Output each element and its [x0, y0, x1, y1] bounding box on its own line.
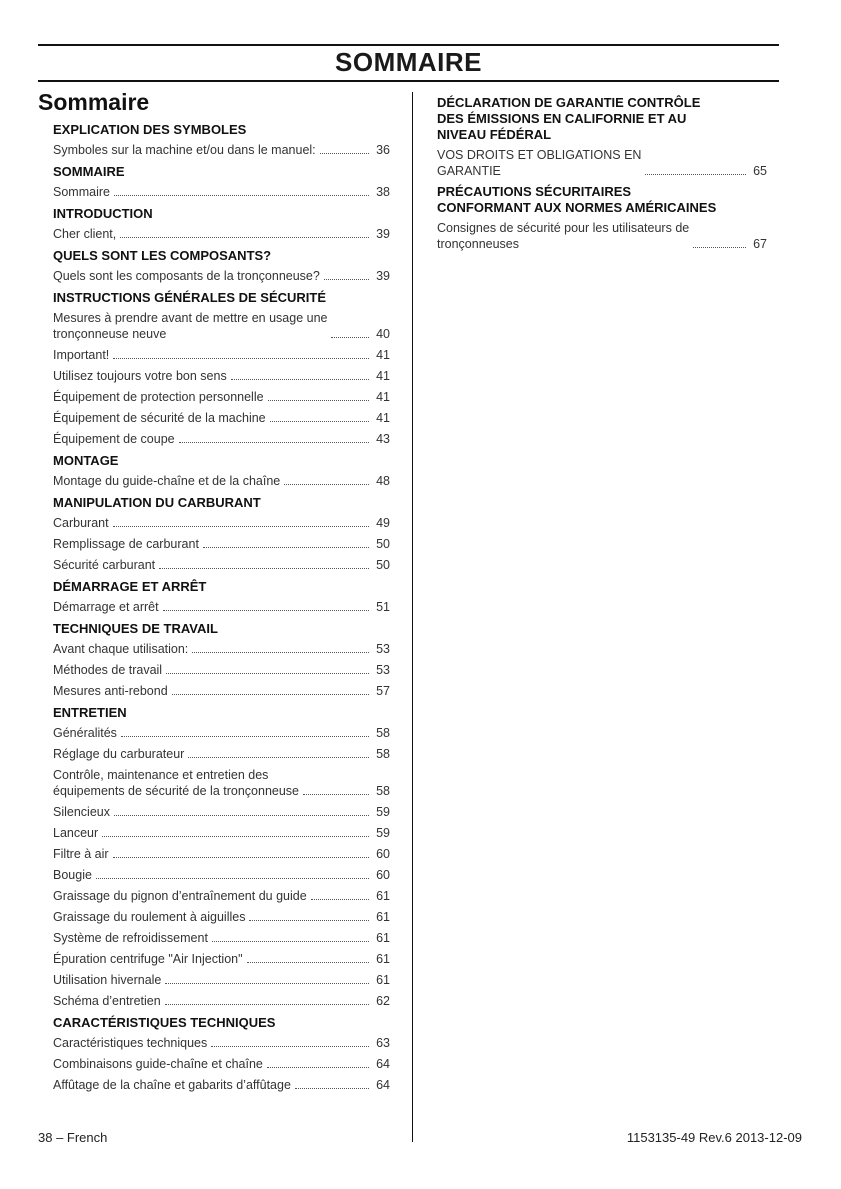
- toc-entry[interactable]: [437, 217, 767, 254]
- toc-entry-title: Réglage du carburateur: [53, 746, 185, 761]
- toc-entry[interactable]: [53, 1053, 390, 1074]
- toc-dot-leader: [645, 174, 746, 175]
- toc-dot-leader: [121, 736, 369, 737]
- toc-page-number: 60: [376, 846, 390, 861]
- toc-dot-leader: [96, 878, 369, 879]
- toc-section-heading: DÉMARRAGE ET ARRÊT: [53, 579, 207, 594]
- column-divider: [412, 92, 413, 1142]
- toc-entry[interactable]: [53, 512, 390, 533]
- toc-entry-title: Graissage du roulement à aiguilles: [53, 909, 246, 924]
- toc-entry-title: Remplissage de carburant: [53, 536, 199, 551]
- toc-page-number: 63: [376, 1035, 390, 1050]
- toc-entry-title: Montage du guide-chaîne et de la chaîne: [53, 473, 281, 488]
- toc-page-number: 59: [376, 804, 390, 819]
- toc-page-number: 49: [376, 515, 390, 530]
- toc-entry[interactable]: [53, 680, 390, 701]
- toc-section-heading: INTRODUCTION: [53, 206, 153, 221]
- toc-entry[interactable]: [53, 596, 390, 617]
- toc-page-number: 58: [376, 783, 390, 798]
- header-bottom-rule: [38, 80, 779, 82]
- toc-entry-title: Consignes de sécurité pour les utilisateurs de tronçonneuses: [437, 220, 690, 251]
- toc-dot-leader: [114, 195, 369, 196]
- toc-entry-title: Généralités: [53, 725, 117, 740]
- toc-entry[interactable]: [53, 864, 390, 885]
- toc-dot-leader: [159, 568, 369, 569]
- toc-section-heading: MONTAGE: [53, 453, 119, 468]
- toc-entry[interactable]: [53, 801, 390, 822]
- toc-entry-title: Équipement de sécurité de la machine: [53, 410, 266, 425]
- toc-dot-leader: [172, 694, 369, 695]
- toc-entry[interactable]: [53, 428, 390, 449]
- toc-page-number: 43: [376, 431, 390, 446]
- toc-entry[interactable]: [53, 1074, 390, 1095]
- toc-section-heading: QUELS SONT LES COMPOSANTS?: [53, 248, 272, 263]
- toc-entry[interactable]: [53, 533, 390, 554]
- toc-entry[interactable]: [53, 407, 390, 428]
- toc-entry[interactable]: [53, 843, 390, 864]
- toc-entry[interactable]: [53, 822, 390, 843]
- toc-page-number: 36: [376, 142, 390, 157]
- toc-entry-title: Combinaisons guide-chaîne et chaîne: [53, 1056, 263, 1071]
- toc-page-number: 38: [376, 184, 390, 199]
- toc-entry-title: Avant chaque utilisation:: [53, 641, 189, 656]
- toc-dot-leader: [192, 652, 369, 653]
- toc-dot-leader: [113, 857, 369, 858]
- toc-entry[interactable]: [53, 554, 390, 575]
- toc-entry[interactable]: [53, 764, 390, 801]
- toc-page-number: 61: [376, 888, 390, 903]
- toc-entry-title: Quels sont les composants de la tronçonneuse?: [53, 268, 320, 283]
- toc-page-number: 60: [376, 867, 390, 882]
- toc-page-number: 48: [376, 473, 390, 488]
- toc-page-number: 53: [376, 662, 390, 677]
- toc-entry-title: Symboles sur la machine et/ou dans le manuel:: [53, 142, 316, 157]
- toc-dot-leader: [188, 757, 369, 758]
- toc-page-number: 67: [753, 236, 767, 251]
- toc-entry[interactable]: [53, 969, 390, 990]
- toc-section-heading: SOMMAIRE: [53, 164, 125, 179]
- toc-page-number: 53: [376, 641, 390, 656]
- toc-page-number: 61: [376, 930, 390, 945]
- toc-entry-title: VOS DROITS ET OBLIGATIONS EN GARANTIE: [437, 147, 642, 178]
- toc-dot-leader: [120, 237, 369, 238]
- toc-entry[interactable]: [53, 181, 390, 202]
- toc-entry[interactable]: [53, 638, 390, 659]
- toc-entry[interactable]: [53, 659, 390, 680]
- toc-right-column: [437, 92, 767, 254]
- toc-entry[interactable]: [53, 386, 390, 407]
- toc-entry-title: Utilisez toujours votre bon sens: [53, 368, 227, 383]
- toc-entry-title: Caractéristiques techniques: [53, 1035, 208, 1050]
- toc-entry[interactable]: [53, 470, 390, 491]
- toc-dot-leader: [211, 1046, 369, 1047]
- toc-entry-title: Équipement de coupe: [53, 431, 175, 446]
- toc-entry-title: Contrôle, maintenance et entretien des équipements de sécurité de la tronçonneuse: [53, 767, 299, 798]
- toc-section-list: [437, 92, 767, 254]
- toc-section-heading: PRÉCAUTIONS SÉCURITAIRES CONFORMANT AUX NORMES AMÉRICAINES: [437, 184, 717, 215]
- toc-entry[interactable]: [53, 223, 390, 244]
- toc-dot-leader: [165, 1004, 369, 1005]
- toc-page-number: 41: [376, 347, 390, 362]
- toc-dot-leader: [165, 983, 369, 984]
- toc-entry-title: Méthodes de travail: [53, 662, 163, 677]
- footer-doc-reference: 1153135-49 Rev.6 2013-12-09: [626, 1130, 802, 1145]
- toc-dot-leader: [113, 526, 369, 527]
- toc-entry-title: Système de refroidissement: [53, 930, 208, 945]
- toc-dot-leader: [231, 379, 369, 380]
- toc-section-heading: INSTRUCTIONS GÉNÉRALES DE SÉCURITÉ: [53, 290, 327, 305]
- toc-page-number: 57: [376, 683, 390, 698]
- toc-dot-leader: [267, 1067, 369, 1068]
- toc-section-list: [38, 118, 390, 1095]
- toc-section-heading: ENTRETIEN: [53, 705, 127, 720]
- toc-dot-leader: [268, 400, 369, 401]
- header-top-rule: [38, 44, 779, 46]
- toc-entry[interactable]: [53, 948, 390, 969]
- toc-section-heading: MANIPULATION DU CARBURANT: [53, 495, 261, 510]
- toc-dot-leader: [284, 484, 369, 485]
- toc-dot-leader: [212, 941, 369, 942]
- toc-entry-title: Filtre à air: [53, 846, 109, 861]
- toc-entry[interactable]: [53, 906, 390, 927]
- footer-page-label: 38 – French: [38, 1130, 108, 1145]
- toc-section-heading: TECHNIQUES DE TRAVAIL: [53, 621, 218, 636]
- toc-page-number: 50: [376, 536, 390, 551]
- toc-dot-leader: [311, 899, 369, 900]
- toc-dot-leader: [179, 442, 369, 443]
- toc-page-number: 41: [376, 368, 390, 383]
- toc-page-number: 59: [376, 825, 390, 840]
- toc-entry-title: Mesures anti-rebond: [53, 683, 168, 698]
- toc-entry-title: Épuration centrifuge "Air Injection": [53, 951, 243, 966]
- toc-entry[interactable]: [53, 722, 390, 743]
- toc-entry[interactable]: [53, 1032, 390, 1053]
- page-title: Sommaire: [38, 89, 150, 115]
- toc-page-number: 64: [376, 1077, 390, 1092]
- toc-entry[interactable]: [53, 365, 390, 386]
- toc-dot-leader: [295, 1088, 369, 1089]
- toc-entry-title: Mesures à prendre avant de mettre en usage une tronçonneuse neuve: [53, 310, 328, 341]
- toc-page-number: 58: [376, 725, 390, 740]
- toc-dot-leader: [166, 673, 369, 674]
- toc-dot-leader: [203, 547, 369, 548]
- toc-entry-title: Graissage du pignon d’entraînement du guide: [53, 888, 307, 903]
- toc-entry-title: Lanceur: [53, 825, 99, 840]
- toc-entry-title: Démarrage et arrêt: [53, 599, 159, 614]
- toc-dot-leader: [320, 153, 369, 154]
- toc-entry-title: Affûtage de la chaîne et gabarits d’affûtage: [53, 1077, 291, 1092]
- toc-entry-title: Utilisation hivernale: [53, 972, 162, 987]
- toc-dot-leader: [113, 358, 369, 359]
- toc-entry-title: Silencieux: [53, 804, 110, 819]
- toc-page-number: 51: [376, 599, 390, 614]
- toc-entry-title: Bougie: [53, 867, 92, 882]
- toc-section-heading: DÉCLARATION DE GARANTIE CONTRÔLE DES ÉMISSIONS EN CALIFORNIE ET AU NIVEAU FÉDÉRAL: [437, 95, 701, 142]
- toc-entry[interactable]: [53, 990, 390, 1011]
- toc-entry-title: Important!: [53, 347, 110, 362]
- toc-entry[interactable]: [53, 307, 390, 344]
- page-header-title: SOMMAIRE: [335, 47, 482, 77]
- toc-entry[interactable]: [53, 743, 390, 764]
- toc-section-heading: EXPLICATION DES SYMBOLES: [53, 122, 247, 137]
- toc-entry[interactable]: [53, 344, 390, 365]
- toc-page-number: 39: [376, 226, 390, 241]
- toc-page-number: 58: [376, 746, 390, 761]
- toc-page-number: 61: [376, 972, 390, 987]
- toc-page-number: 50: [376, 557, 390, 572]
- toc-entry-title: Carburant: [53, 515, 109, 530]
- toc-page-number: 41: [376, 389, 390, 404]
- toc-page-number: 41: [376, 410, 390, 425]
- toc-dot-leader: [102, 836, 369, 837]
- toc-dot-leader: [324, 279, 369, 280]
- toc-dot-leader: [163, 610, 369, 611]
- toc-entry[interactable]: [53, 927, 390, 948]
- toc-entry-title: Cher client,: [53, 226, 117, 241]
- toc-page-number: 62: [376, 993, 390, 1008]
- toc-page-number: 64: [376, 1056, 390, 1071]
- toc-page-number: 39: [376, 268, 390, 283]
- toc-entry[interactable]: [53, 139, 390, 160]
- toc-left-column: [38, 88, 390, 1095]
- toc-page-number: 40: [376, 326, 390, 341]
- toc-dot-leader: [331, 337, 369, 338]
- toc-page-number: 61: [376, 909, 390, 924]
- toc-dot-leader: [693, 247, 746, 248]
- toc-entry[interactable]: [437, 144, 767, 181]
- toc-dot-leader: [249, 920, 369, 921]
- toc-entry[interactable]: [53, 885, 390, 906]
- toc-entry-title: Sécurité carburant: [53, 557, 156, 572]
- toc-entry[interactable]: [53, 265, 390, 286]
- toc-page-number: 65: [753, 163, 767, 178]
- toc-dot-leader: [303, 794, 369, 795]
- toc-dot-leader: [270, 421, 369, 422]
- toc-dot-leader: [247, 962, 369, 963]
- toc-page-number: 61: [376, 951, 390, 966]
- toc-entry-title: Équipement de protection personnelle: [53, 389, 264, 404]
- toc-dot-leader: [114, 815, 369, 816]
- toc-section-heading: CARACTÉRISTIQUES TECHNIQUES: [53, 1015, 276, 1030]
- toc-entry-title: Sommaire: [53, 184, 110, 199]
- toc-entry-title: Schéma d’entretien: [53, 993, 161, 1008]
